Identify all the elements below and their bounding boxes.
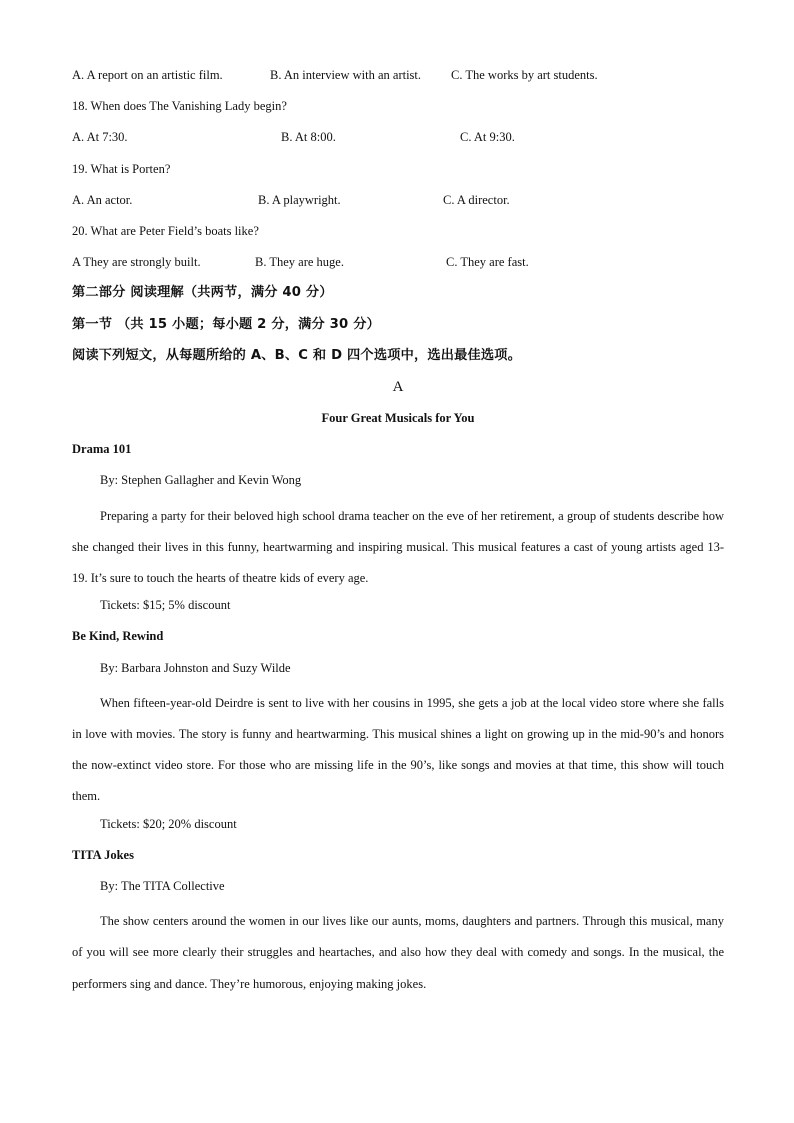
q17-option-c: C. The works by art students. — [451, 68, 598, 82]
q19-option-a: A. An actor. — [72, 192, 133, 207]
musical-title: Drama 101 — [72, 442, 132, 457]
q20-option-b: B. They are huge. — [255, 255, 344, 270]
exam-page — [72, 64, 724, 1000]
q19-options — [72, 189, 724, 220]
musical-authors: By: Stephen Gallagher and Kevin Wong — [100, 473, 302, 488]
section-title: 第一节 （共 15 小题；每小题 2 分，满分 30 分） — [72, 316, 381, 332]
musical-description: When fifteen-year-old Deirdre is sent to live with her cousins in 1995, she gets a job at the local video store where she falls in love with movies. The story is funny and heartwarming. This musical shines a light on growing up in the mid-90’s and honors the now-extinct video store. For those who are missing life in the 90’s, like songs and movies at that time, this show will touch them. — [72, 695, 724, 804]
q18-option-a: A. At 7:30. — [72, 130, 128, 145]
musical-tickets: Tickets: $20; 20% discount — [100, 816, 237, 831]
q17-options — [72, 64, 724, 95]
q19-option-c: C. A director. — [443, 192, 510, 207]
q19-question: 19. What is Porten? — [72, 161, 171, 176]
part-title: 第二部分 阅读理解（共两节，满分 40 分） — [72, 285, 333, 301]
q20-option-a: A They are strongly built. — [72, 255, 201, 270]
musical-description: The show centers around the women in our lives like our aunts, moms, daughters and partners. Through this musical, many of you will see more clearly their struggles and heartaches, and also how they deal with comedy and songs. In the musical, the performers sing and dance. They’re humorous, enjoying making jokes. — [72, 914, 724, 991]
passage-letter: A — [392, 378, 404, 395]
q20-option-c: C. They are fast. — [446, 255, 529, 270]
q18-options — [72, 126, 724, 157]
q20-question: 20. What are Peter Field’s boats like? — [72, 223, 259, 238]
musical-tickets: Tickets: $15; 5% discount — [100, 598, 231, 613]
musical-authors: By: The TITA Collective — [100, 878, 225, 893]
q17-option-b: B. An interview with an artist. — [270, 68, 422, 82]
q19-option-b: B. A playwright. — [258, 192, 341, 207]
q18-option-b: B. At 8:00. — [281, 130, 336, 145]
passage-title: Four Great Musicals for You — [321, 411, 475, 426]
musical-authors: By: Barbara Johnston and Suzy Wilde — [100, 660, 291, 675]
q17-option-a: A. A report on an artistic film. — [72, 68, 223, 82]
instruction: 阅读下列短文，从每题所给的 A、B、C 和 D 四个选项中，选出最佳选项。 — [72, 347, 522, 363]
musical-description: Preparing a party for their beloved high school drama teacher on the eve of her retirement, a group of students describe how she changed their lives in this funny, heartwarming and inspiring musical. This musical features a cast of young artists aged 13-19. It’s sure to touch the hearts of theatre kids of every age. — [72, 508, 724, 586]
musical-title: Be Kind, Rewind — [72, 629, 164, 644]
musical-title: TITA Jokes — [72, 847, 134, 862]
q18-question: 18. When does The Vanishing Lady begin? — [72, 99, 287, 114]
q18-option-c: C. At 9:30. — [460, 130, 515, 145]
q20-options — [72, 251, 724, 282]
